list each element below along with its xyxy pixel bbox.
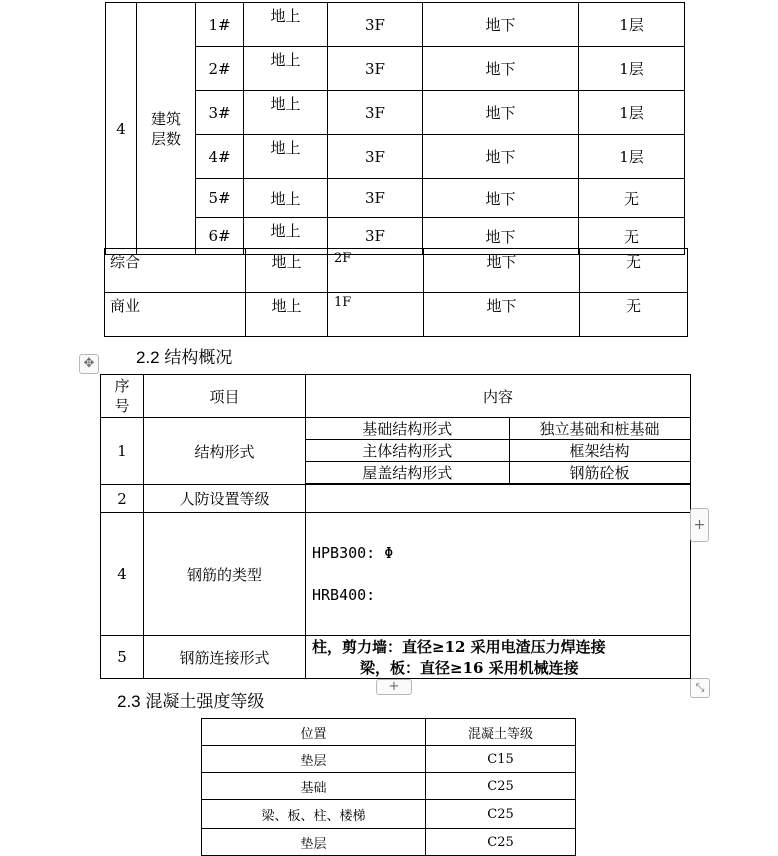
connection-line-2: 梁，板：直径≥16 采用机械连接 <box>360 659 579 677</box>
below-floors: 无 <box>580 293 688 337</box>
above-ground: 地上 <box>244 47 328 91</box>
above-floors: 3F <box>328 179 423 218</box>
above-floors: 3F <box>328 3 423 47</box>
above-ground: 地上 <box>246 293 328 337</box>
building-id: 2# <box>196 47 244 91</box>
above-floors: 1F <box>328 293 424 337</box>
above-floors: 3F <box>328 47 423 91</box>
below-ground: 地下 <box>423 179 579 218</box>
add-row-icon[interactable]: + <box>376 679 412 695</box>
table-header-row <box>202 719 576 746</box>
position-cell: 垫层 <box>202 829 426 856</box>
above-ground: 地上 <box>244 218 328 255</box>
section-heading-2-3 <box>117 687 264 712</box>
header-position: 位置 <box>202 719 426 746</box>
section-title: 混凝土强度等级 <box>145 692 265 711</box>
seq-cell: 4 <box>101 513 144 636</box>
above-ground: 地上 <box>244 135 328 179</box>
table-row <box>101 636 691 679</box>
building-id: 6# <box>196 218 244 255</box>
section-title: 结构概况 <box>164 348 233 367</box>
section-number: 2.3 <box>117 692 141 711</box>
item-cell: 钢筋连接形式 <box>144 636 306 679</box>
building-id: 3# <box>196 91 244 135</box>
position-cell: 基础 <box>202 773 426 800</box>
building-id: 4# <box>196 135 244 179</box>
above-floors: 3F <box>328 135 423 179</box>
below-floors: 1层 <box>579 3 685 47</box>
building-name: 综合 <box>105 249 246 293</box>
table-row <box>101 485 691 513</box>
above-ground: 地上 <box>244 3 328 47</box>
grade-cell: C15 <box>426 746 576 773</box>
below-ground: 地下 <box>424 249 580 293</box>
above-floors: 2F <box>328 249 424 293</box>
below-ground: 地下 <box>423 135 579 179</box>
table-row <box>202 746 576 773</box>
below-ground: 地下 <box>424 293 580 337</box>
below-floors: 1层 <box>579 91 685 135</box>
sub-value: 独立基础和桩基础 <box>509 418 690 440</box>
row-label: 建筑层数 <box>137 3 196 255</box>
table-row <box>105 249 688 293</box>
above-ground: 地上 <box>244 179 328 218</box>
seq-cell: 2 <box>101 485 144 513</box>
above-ground: 地上 <box>244 91 328 135</box>
item-cell: 结构形式 <box>144 418 306 485</box>
above-floors: 3F <box>328 91 423 135</box>
seq-cell: 5 <box>101 636 144 679</box>
table-row <box>202 829 576 856</box>
above-floors: 3F <box>328 218 423 255</box>
rebar-line-hpb: HPB300: Φ <box>312 544 394 562</box>
below-floors: 无 <box>579 179 685 218</box>
subtable-row <box>306 418 690 440</box>
header-grade: 混凝土等级 <box>426 719 576 746</box>
building-id: 1# <box>196 3 244 47</box>
below-floors: 无 <box>580 249 688 293</box>
structure-subtable <box>306 418 691 484</box>
building-id: 5# <box>196 179 244 218</box>
item-cell: 钢筋的类型 <box>144 513 306 636</box>
position-cell: 梁、板、柱、楼梯 <box>202 800 426 829</box>
rebar-connection-cell <box>306 636 691 679</box>
table-move-handle-icon[interactable]: ✥ <box>79 354 99 374</box>
above-ground: 地上 <box>246 249 328 293</box>
item-cell: 人防设置等级 <box>144 485 306 513</box>
below-floors: 无 <box>579 218 685 255</box>
concrete-grade-table <box>201 718 576 856</box>
subtable-row <box>306 462 690 484</box>
structure-subtable-cell <box>306 418 691 485</box>
structure-overview-table <box>100 374 691 679</box>
table-row <box>101 513 691 636</box>
grade-cell: C25 <box>426 773 576 800</box>
seq-cell: 1 <box>101 418 144 485</box>
header-seq: 序号 <box>101 375 144 418</box>
below-ground: 地下 <box>423 91 579 135</box>
rebar-line-hrb: HRB400: <box>312 586 376 604</box>
row-number: 4 <box>106 3 137 255</box>
building-floors-extra-table <box>104 248 688 337</box>
header-content: 内容 <box>306 375 691 418</box>
rebar-type-cell <box>306 513 691 636</box>
table-header-row <box>101 375 691 418</box>
building-name: 商业 <box>105 293 246 337</box>
grade-cell: C25 <box>426 800 576 829</box>
section-number: 2.2 <box>136 348 160 367</box>
section-heading-2-2 <box>136 343 232 368</box>
sub-key: 基础结构形式 <box>306 418 509 440</box>
table-row <box>202 773 576 800</box>
sub-key: 主体结构形式 <box>306 440 509 462</box>
table-row <box>101 418 691 485</box>
subtable-row <box>306 440 690 462</box>
table-row <box>202 800 576 829</box>
below-floors: 1层 <box>579 47 685 91</box>
header-item: 项目 <box>144 375 306 418</box>
resize-table-icon[interactable]: ⤡ <box>690 678 710 698</box>
below-floors: 1层 <box>579 135 685 179</box>
sub-key: 屋盖结构形式 <box>306 462 509 484</box>
table-row <box>106 3 685 47</box>
below-ground: 地下 <box>423 3 579 47</box>
connection-line-1: 柱，剪力墙：直径≥12 采用电渣压力焊连接 <box>312 638 606 656</box>
position-cell: 垫层 <box>202 746 426 773</box>
sub-value: 框架结构 <box>509 440 690 462</box>
sub-value: 钢筋砼板 <box>509 462 690 484</box>
below-ground: 地下 <box>423 47 579 91</box>
below-ground: 地下 <box>423 218 579 255</box>
building-floors-table <box>105 2 685 255</box>
add-column-icon[interactable]: + <box>690 508 709 542</box>
content-cell <box>306 485 691 513</box>
grade-cell: C25 <box>426 829 576 856</box>
table-row <box>105 293 688 337</box>
